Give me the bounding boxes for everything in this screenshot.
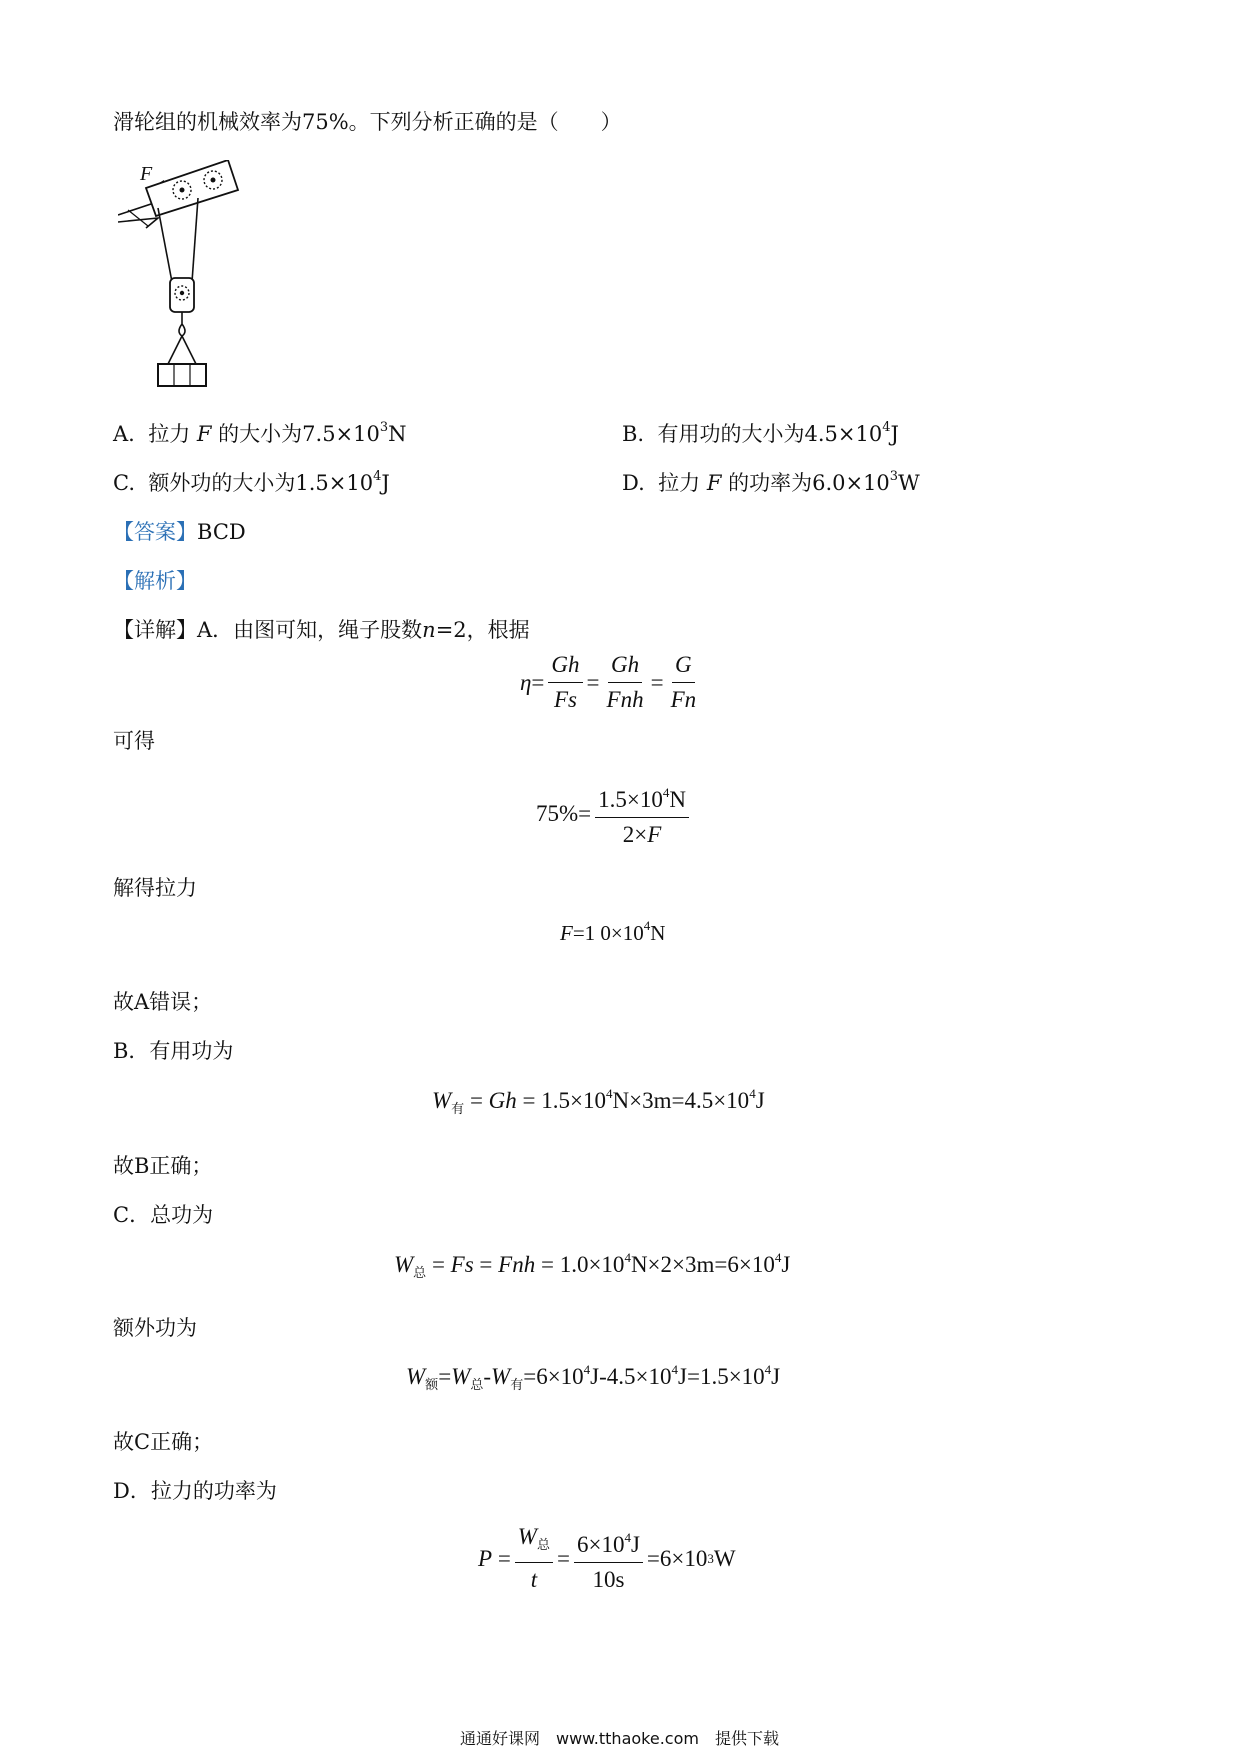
text-c-right: 故C正确； <box>113 1430 214 1454</box>
eq-exp: 4 <box>671 1362 679 1377</box>
equation-force-setup <box>536 778 693 850</box>
answer-label: 【答案】 <box>113 520 197 544</box>
eq-left: 75%= <box>536 801 592 826</box>
eq-text: =6×10 <box>646 1545 708 1571</box>
option-letter: B. <box>622 422 645 446</box>
equation-extra-work: $W_额=W_总-W_有=6\times 10^4J-4.5\times 10^4J=1.5\times 10^4J$ <box>406 1362 781 1392</box>
detail-text: A．由图可知，绳子股数 <box>197 618 423 642</box>
eq-num <box>595 778 689 818</box>
eq-text: =6×10 <box>523 1364 584 1389</box>
answer-line <box>113 516 246 546</box>
eq-unit: J <box>771 1364 781 1389</box>
option-exp: 3 <box>379 420 389 435</box>
eq-den: 10s <box>592 1566 625 1592</box>
eq-sub: 有 <box>451 1101 465 1116</box>
equation-force-result <box>560 918 665 946</box>
question-stem: 滑轮组的机械效率为75%。下列分析正确的是（ ） <box>113 110 622 134</box>
equation-efficiency: η = $\frac{Gh}{Fs}$ = $\frac{Gh}{\text{Fnh}}$ = $\frac{G}{Fn}$ <box>520 650 703 715</box>
load-block <box>158 364 206 386</box>
eq-den <box>620 818 665 850</box>
eq-sub: 有 <box>510 1377 524 1392</box>
eq-sub: 总 <box>470 1377 484 1392</box>
eq-num: Gh <box>548 650 582 683</box>
eq-num <box>574 1523 643 1563</box>
eq-unit: N <box>650 921 666 945</box>
option-unit: J <box>890 422 899 446</box>
text-jiede: 解得拉力 <box>113 876 197 900</box>
pulley-figure <box>118 160 288 390</box>
eq-fraction <box>515 1522 553 1595</box>
equation-useful-work: $W_有 = Gh = 1.5\times 10^4N\times 3m=4.5\times 10^4J$ <box>432 1086 765 1116</box>
eq-unit: W <box>713 1545 736 1571</box>
eq-den: Fs <box>553 687 577 712</box>
eq-var: Fnh <box>498 1252 536 1277</box>
hook <box>179 312 185 336</box>
eq-num-text: 6×10 <box>576 1531 625 1557</box>
eq-var: F <box>560 921 573 945</box>
eq-text: N×3m=4.5×10 <box>612 1088 750 1113</box>
option-b[interactable] <box>622 418 899 448</box>
eq-exp: 4 <box>606 1086 613 1101</box>
eq-den: t <box>530 1567 538 1592</box>
rope-left <box>158 208 172 282</box>
equation-power: P = $\frac{W_总}{t}$ = $\frac{6\times 10^4J}{10s}$ =6×10 3 W <box>478 1522 736 1595</box>
detail-var: n <box>422 618 436 642</box>
option-letter: C. <box>113 471 135 495</box>
eq-exp: 4 <box>764 1362 772 1377</box>
option-unit: J <box>381 471 390 495</box>
eq-num-text: 1.5×10 <box>598 787 663 812</box>
text-d-intro: D．拉力的功率为 <box>113 1479 277 1503</box>
answer-value: BCD <box>197 520 246 544</box>
option-text: 额外功的大小为1.5×10 <box>148 471 374 495</box>
text-a-wrong: 故A错误； <box>113 990 213 1014</box>
eq-var: W <box>394 1252 414 1277</box>
fixed-pulley-housing <box>146 160 238 216</box>
fixed-pulley-axle-2 <box>211 178 216 183</box>
eq-sub: 额 <box>425 1377 439 1392</box>
eq-fraction <box>604 650 647 715</box>
eq-exp: 4 <box>749 1086 756 1101</box>
boom-arm-bottom <box>118 218 158 228</box>
eq-den-text: 2× <box>622 822 648 847</box>
eq-var: P <box>478 1545 493 1571</box>
eq-var: W <box>517 1524 537 1549</box>
eq-symbol: η <box>520 669 532 695</box>
eq-den: Fnh <box>606 687 644 712</box>
option-text: 拉力 <box>658 471 701 495</box>
rope-right <box>192 198 198 282</box>
eq-unit: J <box>781 1252 791 1277</box>
text-b-right: 故B正确； <box>113 1154 213 1178</box>
eq-text: J-4.5×10 <box>590 1364 672 1389</box>
option-exp: 4 <box>882 420 891 435</box>
eq-fraction <box>668 650 700 715</box>
option-var: F <box>706 471 722 495</box>
eq-sub: 总 <box>413 1265 427 1280</box>
equation-total-work: $W_总 = Fs$ = Fnh = $1.0\times 10^4N\times 2\times 3m=6\times 10^4J$ <box>394 1250 791 1280</box>
eq-var: Gh <box>488 1088 517 1113</box>
option-a[interactable] <box>113 418 407 448</box>
eq-text: N×2×3m=6×10 <box>630 1252 775 1277</box>
eq-exp: 4 <box>583 1362 591 1377</box>
eq-exp: 4 <box>774 1250 782 1265</box>
option-d[interactable] <box>622 467 920 497</box>
eq-fraction <box>548 650 582 715</box>
eq-var: W <box>432 1088 452 1113</box>
text-c-intro: C．总功为 <box>113 1203 214 1227</box>
text-kede: 可得 <box>113 729 155 753</box>
force-label: F <box>140 163 153 185</box>
eq-fraction <box>574 1523 643 1595</box>
sling-right <box>182 336 196 364</box>
option-c[interactable] <box>113 467 390 497</box>
eq-unit: J <box>755 1088 765 1113</box>
sling-left <box>168 336 182 364</box>
eq-exp: 3 <box>707 1550 714 1566</box>
eq-num: Gh <box>608 650 642 683</box>
eq-text: =1 0×10 <box>572 921 644 945</box>
eq-num <box>515 1522 553 1563</box>
eq-exp: 4 <box>662 785 670 800</box>
eq-text: 1.0×10 <box>559 1252 625 1277</box>
eq-den: Fn <box>670 687 697 712</box>
boom-brace <box>128 210 148 226</box>
eq-var: F <box>647 822 662 847</box>
eq-var: Fs <box>450 1252 474 1277</box>
eq-exp: 4 <box>624 1250 631 1265</box>
fixed-pulley-axle-1 <box>180 188 185 193</box>
option-text: 的大小为7.5×10 <box>218 422 380 446</box>
eq-exp: 4 <box>624 1529 631 1545</box>
text-b-intro: B．有用功为 <box>113 1039 234 1063</box>
eq-var: W <box>451 1364 471 1389</box>
eq-sub: 总 <box>536 1537 550 1552</box>
option-text: 有用功的大小为4.5×10 <box>657 422 883 446</box>
page-footer: 通通好课网 www.tthaoke.com 提供下载 <box>460 1729 779 1748</box>
option-text: 拉力 <box>148 422 191 446</box>
text-extra: 额外功为 <box>113 1316 197 1340</box>
analysis-label: 【解析】 <box>113 569 197 593</box>
option-var: F <box>196 422 212 446</box>
detail-a-intro <box>113 614 530 644</box>
eq-fraction <box>595 778 689 850</box>
option-letter: A. <box>113 422 135 446</box>
option-unit: N <box>388 422 407 446</box>
detail-text: =2，根据 <box>435 618 530 642</box>
eq-var: W <box>491 1364 511 1389</box>
eq-exp: 4 <box>643 918 651 933</box>
option-unit: W <box>898 471 920 495</box>
eq-num: G <box>672 650 695 683</box>
option-letter: D. <box>622 471 645 495</box>
movable-pulley-axle <box>180 291 184 295</box>
eq-text: 1.5×10 <box>541 1088 607 1113</box>
option-exp: 4 <box>373 469 382 484</box>
option-exp: 3 <box>889 469 899 484</box>
eq-var: W <box>406 1364 426 1389</box>
option-text: 的功率为6.0×10 <box>728 471 890 495</box>
eq-unit: J <box>630 1531 640 1557</box>
detail-label: 【详解】 <box>113 618 197 642</box>
eq-text: J=1.5×10 <box>678 1364 765 1389</box>
eq-unit: N <box>669 787 686 812</box>
